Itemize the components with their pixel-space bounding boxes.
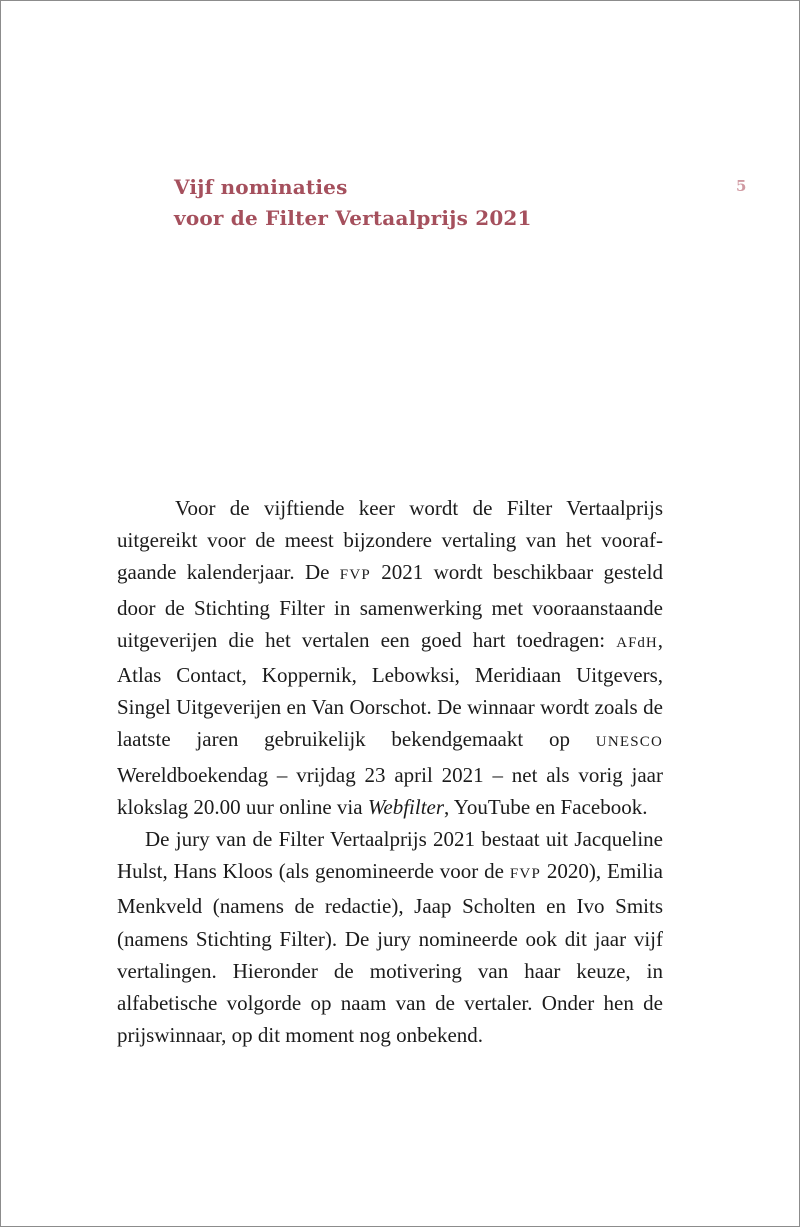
chapter-title-line-2: voor de Filter Vertaalprijs 2021 — [174, 206, 532, 230]
webfilter-emphasis: Webfilter — [367, 794, 445, 819]
chapter-title-line-1: Vijf nominaties — [174, 175, 348, 199]
paragraph-2 — [117, 823, 663, 1051]
page-number: 5 — [736, 177, 747, 195]
chapter-title — [174, 172, 532, 234]
paragraph-1-text: , YouTube en Facebook. — [444, 794, 648, 819]
abbreviation-fvp: FVP — [509, 866, 541, 883]
paragraph-2-text: De jury van de Filter Vertaalprijs 2021 bestaat uit Jacqueline Hulst, Hans Kloos (als genomineerde voor de — [117, 827, 663, 884]
abbreviation-fvp: FVP — [339, 567, 371, 584]
paragraph-2-text: 2020), Emilia Menkveld (namens de redactie), Jaap Scholten en Ivo Smits (namens Stichting Filter). De jury nomineerde ook dit jaar vijf vertalingen. Hieronder de motivering van haar keuze, in alfabetische volgorde op naam van de vertaler. Onder hen de prijswinnaar, op dit moment nog onbekend. — [117, 859, 664, 1048]
abbreviation-unesco: UNESCO — [595, 734, 663, 751]
paragraph-1-text: , Atlas Contact, Koppernik, Lebowksi, Meridiaan Uitgevers, Singel Uitgeverijen en Van Oorschot. De winnaar wordt zoals de laatste jaren gebruikelijk bekendgemaakt op — [117, 627, 663, 752]
abbreviation-afdh: AFdH — [616, 634, 658, 651]
paragraph-1-text: 2021 wordt beschikbaar gesteld door de Stichting Filter in samenwerking met vooraanstaande uitgeverijen die het vertalen een goed hart toedragen: — [117, 560, 663, 652]
paragraph-1 — [117, 492, 663, 823]
paragraph-1-text: Wereldboekendag – vrijdag 23 april 2021 – net als vorig jaar klokslag 20.00 uur online via — [117, 762, 663, 819]
paragraph-1-text: Voor de vijftiende keer wordt de Filter Vertaalprijs uitgereikt voor de meest bijzondere vertaling van het voorafgaande kalenderjaar. De — [117, 496, 663, 585]
body-text — [117, 492, 663, 1051]
